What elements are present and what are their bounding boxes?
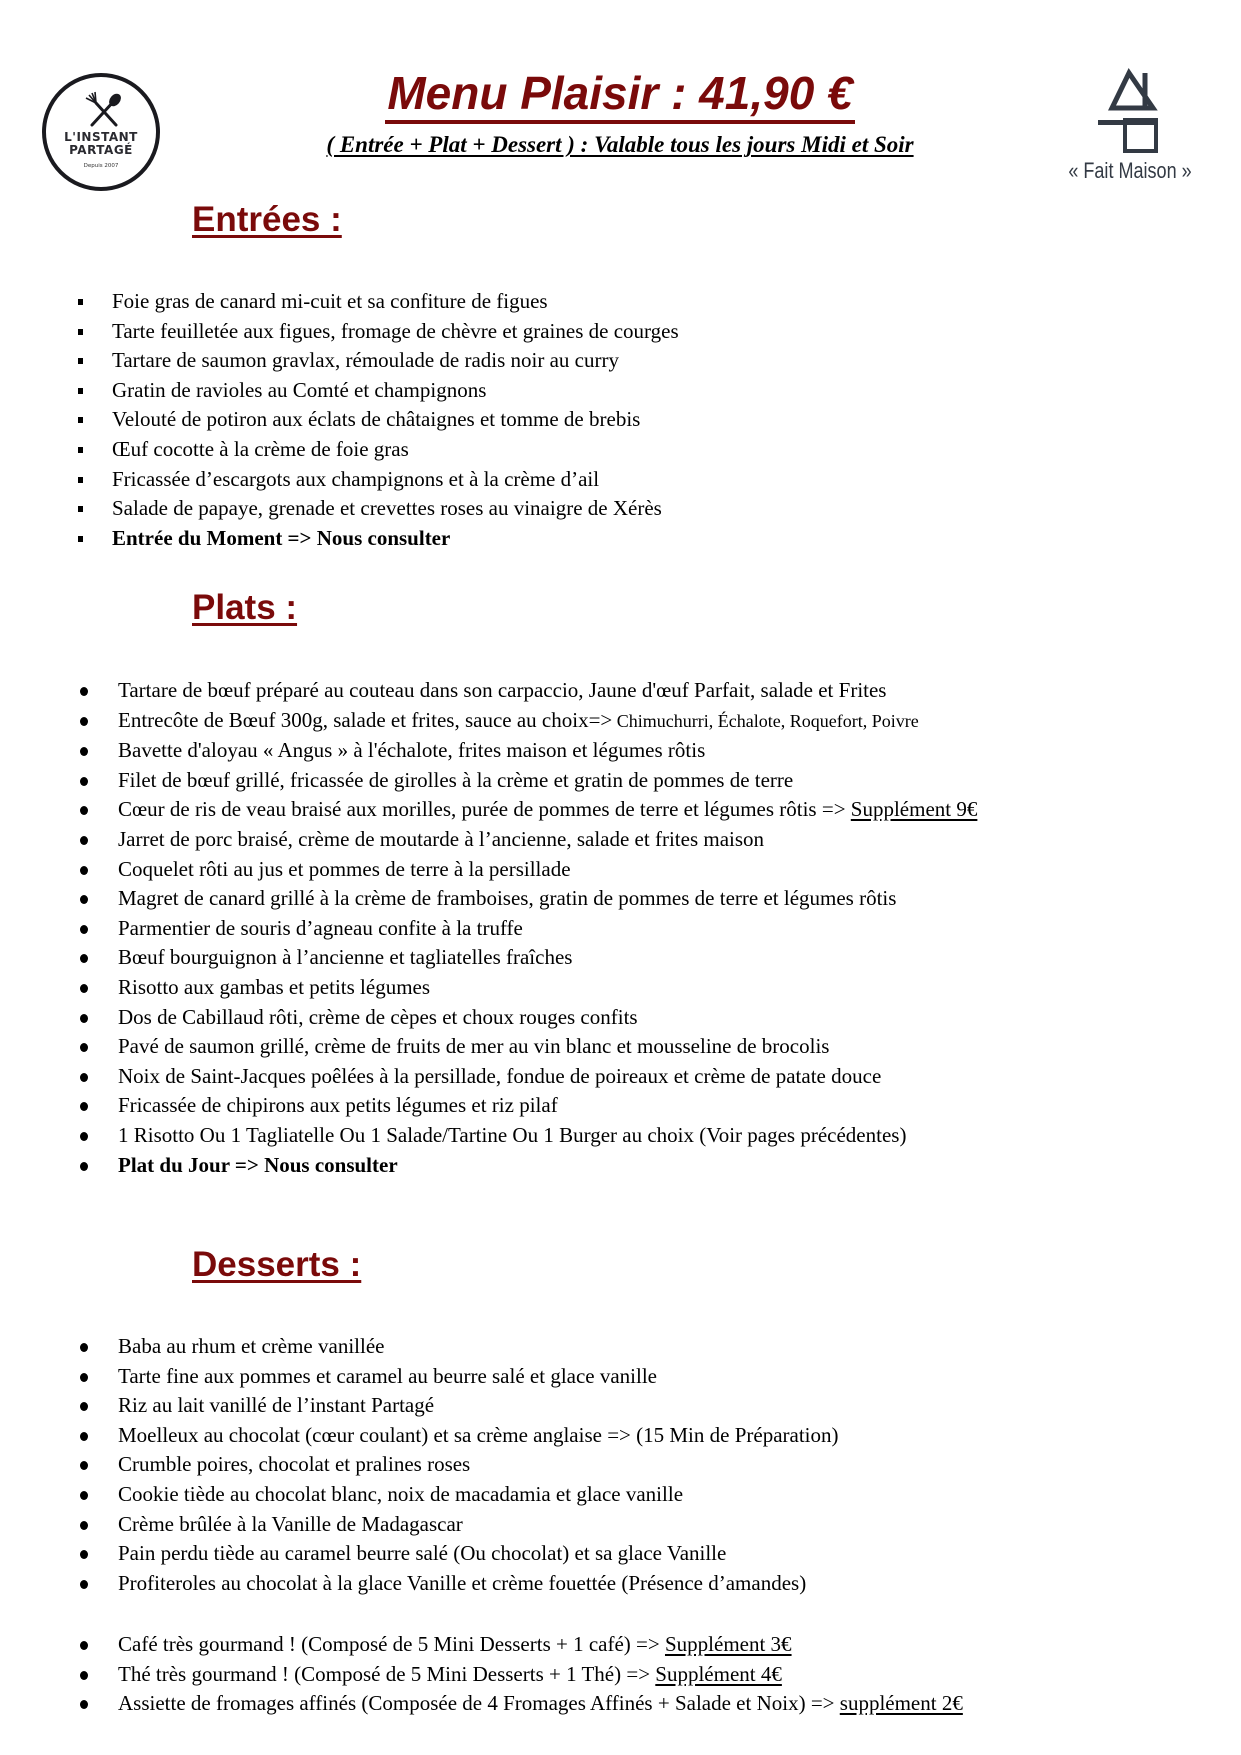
item-text: Magret de canard grillé à la crème de framboises, gratin de pommes de terre et légumes rôtis [118,886,897,911]
list-item [0,376,679,406]
list-item [0,346,679,376]
list-item [0,1032,977,1062]
item-text: Entrecôte de Bœuf 300g, salade et frites, sauce au choix=> [118,707,613,732]
round-bullet-icon [80,954,88,963]
sauce-options: Chimuchurri, Échalote, Roquefort, Poivre [612,710,919,731]
item-text: Dos de Cabillaud rôti, crème de cèpes et choux rouges confits [118,1004,638,1029]
round-bullet-icon [80,1641,88,1650]
list-item [0,1510,839,1540]
round-bullet-icon [80,1102,88,1111]
item-text: Riz au lait vanillé de l’instant Partagé [118,1393,435,1418]
logo-brand-line2: PARTAGÉ [69,143,133,157]
list-item [0,884,977,914]
list-item-extra [0,1660,963,1690]
list-item [0,795,977,825]
item-text: Velouté de potiron aux éclats de châtaignes et tomme de brebis [112,407,641,432]
round-bullet-icon [80,1043,88,1052]
menu-subtitle: ( Entrée + Plat + Dessert ) : Valable tous les jours Midi et Soir [326,132,914,157]
item-text: Tartare de saumon gravlax, rémoulade de radis noir au curry [112,348,619,373]
list-item [0,855,977,885]
item-text: Cookie tiède au chocolat blanc, noix de macadamia et glace vanille [118,1481,684,1506]
square-bullet-icon [78,417,83,423]
list-item [0,943,977,973]
item-text: Café très gourmand ! (Composé de 5 Mini Desserts + 1 café) => [118,1632,665,1656]
section-title-entrees: Entrées : [192,200,342,239]
list-item [0,465,679,495]
round-bullet-icon [80,1461,88,1470]
round-bullet-icon [80,806,88,815]
round-bullet-icon [80,1073,88,1082]
plats-list [0,676,977,1180]
round-bullet-icon [80,1700,88,1709]
restaurant-logo [42,73,160,191]
round-bullet-icon [80,836,88,845]
item-text: Gratin de ravioles au Comté et champignons [112,377,487,402]
round-bullet-icon [80,1402,88,1411]
list-item [0,317,679,347]
list-item [0,435,679,465]
item-text: Jarret de porc braisé, crème de moutarde à l’ancienne, salade et frites maison [118,826,765,851]
fork-spoon-icon [84,91,124,131]
round-bullet-icon [80,1671,88,1680]
item-text: Tarte fine aux pommes et caramel au beurre salé et glace vanille [118,1363,658,1388]
item-text: Bavette d'aloyau « Angus » à l'échalote, frites maison et légumes rôtis [118,738,706,763]
logo-brand [46,131,156,157]
section-title-plats: Plats : [192,588,298,627]
item-text: Thé très gourmand ! (Composé de 5 Mini Desserts + 1 Thé) => [118,1661,656,1686]
item-text: Tartare de bœuf préparé au couteau dans son carpaccio, Jaune d'œuf Parfait, salade et Frites [118,678,887,702]
square-bullet-icon [78,477,83,483]
square-bullet-icon [78,358,83,364]
supplement-text: supplément 2€ [839,1691,963,1716]
item-text: Tarte feuilletée aux figues, fromage de chèvre et graines de courges [112,318,679,343]
round-bullet-icon [80,866,88,875]
list-item [0,1003,977,1033]
round-bullet-icon [80,1550,88,1559]
list-item [0,1332,839,1362]
item-text: Filet de bœuf grillé, fricassée de girolles à la crème et gratin de pommes de terre [118,767,794,792]
round-bullet-icon [80,1491,88,1500]
item-text: Pavé de saumon grillé, crème de fruits de mer au vin blanc et mousseline de brocolis [118,1034,830,1059]
list-item [0,1539,839,1569]
list-item-extra [0,1689,963,1719]
entrees-list [0,287,679,553]
list-item [0,287,679,317]
item-text: Pain perdu tiède au caramel beurre salé (Ou chocolat) et sa glace Vanille [118,1541,727,1566]
square-bullet-icon [78,329,83,335]
item-text: Salade de papaye, grenade et crevettes roses au vinaigre de Xérès [112,496,662,521]
list-item [0,736,977,766]
round-bullet-icon [80,984,88,993]
list-item [0,973,977,1003]
list-item [0,494,679,524]
supplement-text: Supplément 9€ [850,797,978,822]
fait-maison-logo [1045,66,1215,196]
round-bullet-icon [80,1343,88,1352]
item-text: Fricassée de chipirons aux petits légumes et riz pilaf [118,1093,558,1118]
item-text: Parmentier de souris d’agneau confite à la truffe [118,915,523,940]
logo-brand-line1: L'INSTANT [64,130,138,144]
item-text: Œuf cocotte à la crème de foie gras [112,436,409,461]
item-text: 1 Risotto Ou 1 Tagliatelle Ou 1 Salade/Tartine Ou 1 Burger au choix (Voir pages précédentes) [118,1122,907,1147]
dessert-extras-list [0,1630,963,1719]
item-text: Risotto aux gambas et petits légumes [118,974,431,999]
round-bullet-icon [80,1132,88,1141]
item-text: Assiette de fromages affinés (Composée de 4 Fromages Affinés + Salade et Noix) => [118,1691,840,1716]
item-text: Foie gras de canard mi-cuit et sa confiture de figues [112,289,548,313]
supplement-text: Supplément 3€ [664,1632,792,1656]
round-bullet-icon [80,1014,88,1023]
item-text: Crumble poires, chocolat et pralines roses [118,1452,471,1477]
item-text: Plat du Jour => Nous consulter [118,1152,398,1177]
list-item [0,766,977,796]
list-item [0,1362,839,1392]
list-item-special [0,1151,977,1181]
supplement-text: Supplément 4€ [655,1661,782,1686]
round-bullet-icon [80,777,88,786]
list-item [0,1569,839,1599]
round-bullet-icon [80,1521,88,1530]
item-text: Coquelet rôti au jus et pommes de terre à la persillade [118,856,571,881]
list-item [0,1480,839,1510]
round-bullet-icon [80,925,88,934]
round-bullet-icon [80,687,88,696]
list-item [0,1121,977,1151]
menu-subtitle-block [240,132,1000,158]
list-item [0,1391,839,1421]
item-text: Bœuf bourguignon à l’ancienne et tagliatelles fraîches [118,945,573,970]
round-bullet-icon [80,747,88,756]
section-title-desserts: Desserts : [192,1245,362,1284]
fait-maison-text: « Fait Maison » [1068,158,1192,183]
item-text: Moelleux au chocolat (cœur coulant) et sa crème anglaise => (15 Min de Préparation) [118,1422,839,1447]
round-bullet-icon [80,717,88,726]
item-text: Noix de Saint-Jacques poêlées à la persillade, fondue de poireaux et crème de patate douce [118,1063,882,1088]
square-bullet-icon [78,388,83,394]
list-item-extra [0,1630,963,1660]
round-bullet-icon [80,1580,88,1589]
item-text: Crème brûlée à la Vanille de Madagascar [118,1511,463,1536]
square-bullet-icon [78,536,83,542]
list-item [0,706,977,737]
item-text: Fricassée d’escargots aux champignons et à la crème d’ail [112,466,600,491]
square-bullet-icon [78,299,83,305]
list-item [0,914,977,944]
round-bullet-icon [80,1373,88,1382]
item-text: Entrée du Moment => Nous consulter [112,525,451,550]
list-item [0,405,679,435]
item-text: Baba au rhum et crème vanillée [118,1334,385,1358]
list-item [0,825,977,855]
menu-title-block [300,66,940,124]
list-item [0,1450,839,1480]
square-bullet-icon [78,447,83,453]
list-item [0,1091,977,1121]
round-bullet-icon [80,1432,88,1441]
round-bullet-icon [80,1162,88,1171]
list-item [0,1062,977,1092]
house-pan-icon [1045,66,1215,156]
desserts-list [0,1332,839,1598]
item-text: Cœur de ris de veau braisé aux morilles, purée de pommes de terre et légumes rôtis => [118,797,846,822]
item-text: Profiteroles au chocolat à la glace Vanille et crème fouettée (Présence d’amandes) [118,1570,807,1595]
list-item [0,676,977,706]
round-bullet-icon [80,895,88,904]
logo-since: Depuis 2007 [83,163,119,169]
list-item [0,1421,839,1451]
square-bullet-icon [78,506,83,512]
menu-title: Menu Plaisir : 41,90 € [385,66,854,124]
list-item-special [0,524,679,554]
